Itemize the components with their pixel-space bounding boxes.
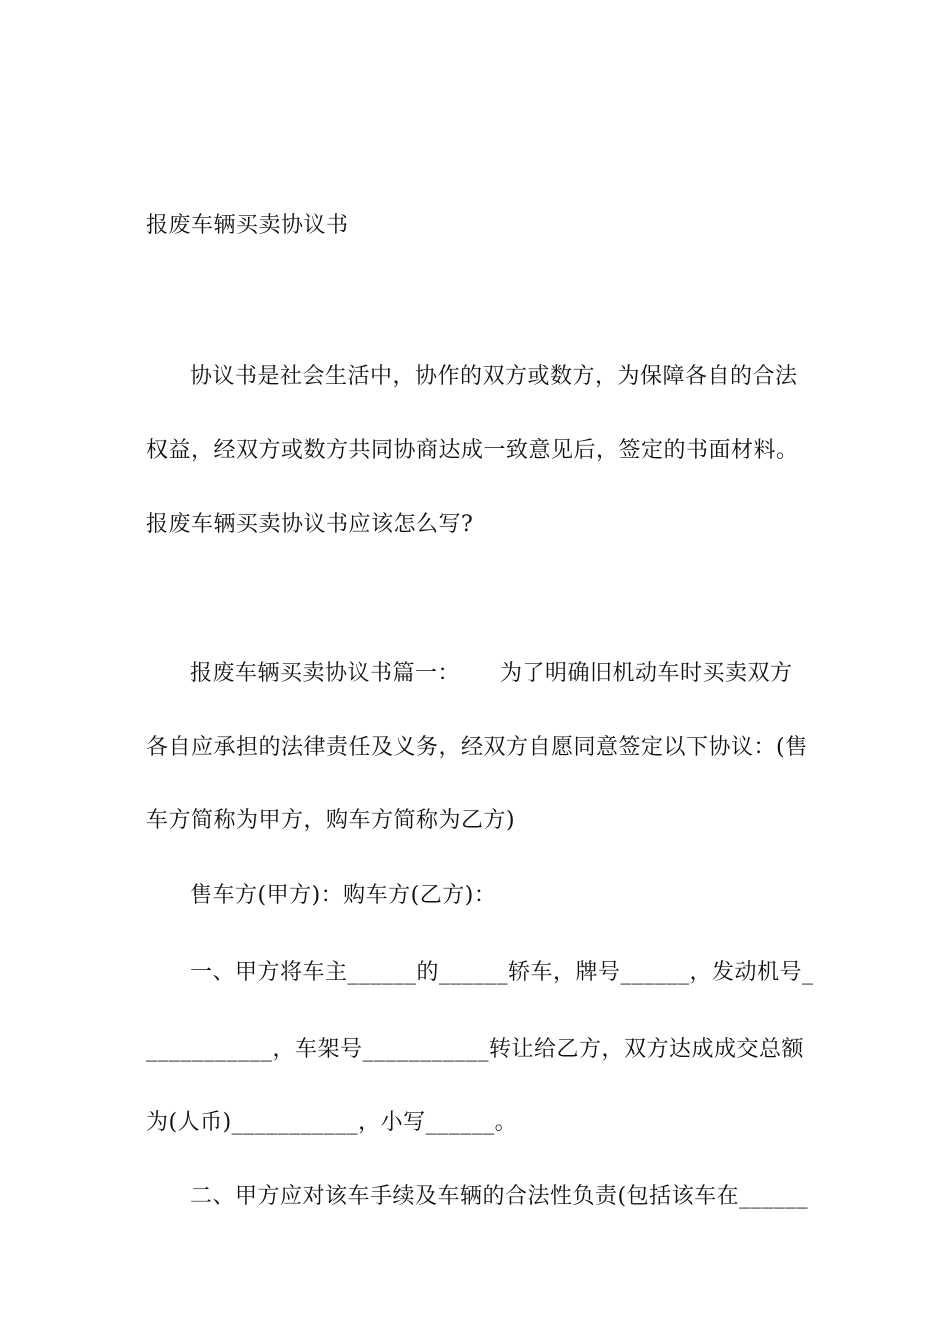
section-one-line-2: 各自应承担的法律责任及义务，经双方自愿同意签定以下协议：(售 (146, 735, 808, 760)
parties-line: 售车方(甲方)：购车方(乙方)： (190, 883, 497, 908)
document-title: 报废车辆买卖协议书 (146, 213, 349, 238)
section-one-heading: 报废车辆买卖协议书篇一： (190, 661, 461, 686)
clause-one-line-2: ___________，车架号___________转让给乙方，双方达成成交总额 (146, 1037, 805, 1062)
section-one-line-3: 车方简称为甲方，购车方简称为乙方) (146, 808, 516, 833)
intro-line-3: 报废车辆买卖协议书应该怎么写? (146, 512, 474, 537)
clause-one-line-3: 为(人币)___________，小写______。 (146, 1110, 518, 1135)
intro-line-1: 协议书是社会生活中，协作的双方或数方，为保障各自的合法 (190, 364, 798, 389)
clause-two-line-1: 二、甲方应对该车手续及车辆的合法性负责(包括该车在______ (190, 1184, 809, 1209)
section-one-first-line (190, 659, 860, 689)
intro-line-2: 权益，经双方或数方共同协商达成一致意见后，签定的书面材料。 (146, 438, 799, 463)
clause-one-line-1: 一、甲方将车主______的______轿车，牌号______，发动机号_ (190, 960, 814, 985)
section-one-first-text: 为了明确旧机动车时买卖双方 (500, 661, 793, 686)
